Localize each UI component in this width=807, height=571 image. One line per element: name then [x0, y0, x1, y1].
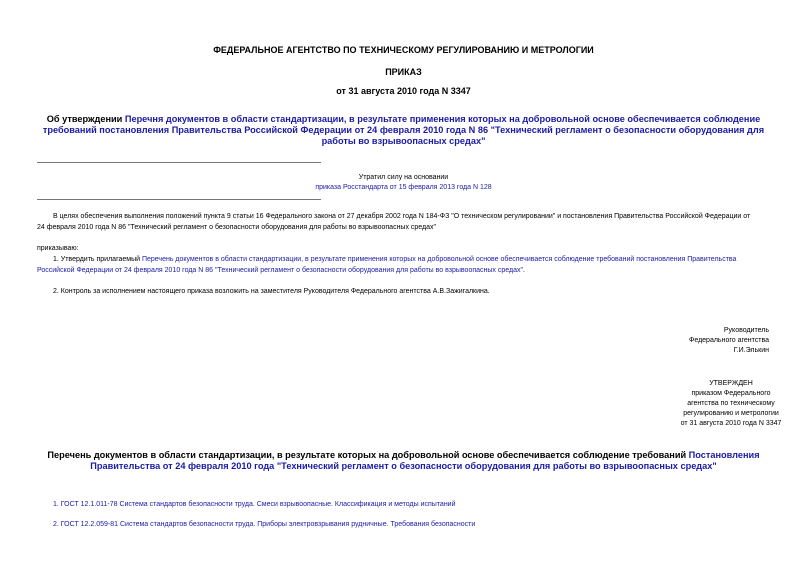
list-title-text: Перечень документов в области стандартизации, в результате которых на добровольной основе обеспечивается соблюдение требований [47, 450, 689, 460]
approved-line3: агентства по техническому [687, 400, 775, 407]
order-item-1 [37, 255, 777, 276]
preamble-line2: 24 февраля 2010 года N 86 "Технический регламент о безопасности оборудования для работы во взрывоопасных средах" [37, 223, 437, 231]
item1-link-line2[interactable]: Российской Федерации от 24 февраля 2010 года N 86 "Технический регламент о безопасности оборудования для работы во взрывоопасных средах" [37, 266, 523, 274]
approved-title: УТВЕРЖДЕН [709, 380, 753, 387]
item1-end: . [522, 266, 525, 274]
list-title [20, 450, 787, 472]
signature-agency: Федерального агентства [689, 337, 769, 344]
order-word: приказываю: [37, 245, 79, 252]
preamble-line1: В целях обеспечения выполнения положений пункта 9 статьи 16 Федерального закона от 27 декабря 2002 года N 184-ФЗ "О техническом регулировании" и постановления Правительства Российской Федерации от [53, 213, 751, 220]
status-note [37, 173, 770, 193]
list-title-link2[interactable]: Правительства от 24 февраля 2010 года "Технический регламент о безопасности оборудования для работы во взрывоопасных средах" [90, 461, 717, 471]
signature-block [569, 326, 769, 356]
list-item[interactable]: 2. ГОСТ 12.2.059-81 Система стандартов безопасности труда. Приборы электровзрывания рудничные. Требования безопасности [53, 521, 476, 528]
separator-rule [37, 162, 321, 163]
approved-line5: от 31 августа 2010 года N 3347 [680, 420, 782, 427]
agency-title: ФЕДЕРАЛЬНОЕ АГЕНТСТВО ПО ТЕХНИЧЕСКОМУ РЕГУЛИРОВАНИЮ И МЕТРОЛОГИИ [213, 45, 594, 55]
document-type: ПРИКАЗ [385, 67, 422, 77]
status-link[interactable]: приказа Росстандарта от 15 февраля 2013 года N 128 [315, 184, 492, 191]
approved-block [669, 379, 793, 429]
item1-prefix: 1. Утвердить прилагаемый [53, 256, 142, 263]
separator-rule [37, 199, 321, 200]
order-item-2: 2. Контроль за исполнением настоящего приказа возложить на заместителя Руководителя Федерального агентства А.В.Зажигалкина. [53, 288, 490, 295]
subject-link-line1[interactable]: Перечня документов в области стандартизации, в результате применения которых на добровольной основе обеспечивается соблюдение [124, 114, 761, 124]
list-item[interactable]: 1. ГОСТ 12.1.011-78 Система стандартов безопасности труда. Смеси взрывоопасные. Классификация и методы испытаний [53, 501, 456, 508]
signature-position: Руководитель [723, 327, 769, 334]
approved-line4: регулированию и метрологии [683, 410, 779, 417]
list-title-link1[interactable]: Постановления [688, 450, 760, 460]
subject-link-line3[interactable]: работы во взрывоопасных средах" [321, 136, 486, 146]
order-date-number: от 31 августа 2010 года N 3347 [336, 86, 471, 96]
subject-prefix: Об утверждении [46, 114, 125, 124]
status-line1: Утратил силу на основании [358, 174, 449, 181]
subject-link-line2[interactable]: требований постановления Правительства Российской Федерации от 24 февраля 2010 года N 86 "Технический регламент о безопасности оборудования для [42, 125, 765, 135]
item1-link-line1[interactable]: Перечень документов в области стандартизации, в результате применения которых на добровольной основе обеспечивается соблюдение требований постановления Правительства [141, 256, 737, 263]
approved-line2: приказом Федерального [691, 390, 771, 397]
order-subject [20, 114, 787, 147]
preamble [37, 212, 777, 233]
signature-name: Г.И.Элькин [733, 347, 769, 354]
